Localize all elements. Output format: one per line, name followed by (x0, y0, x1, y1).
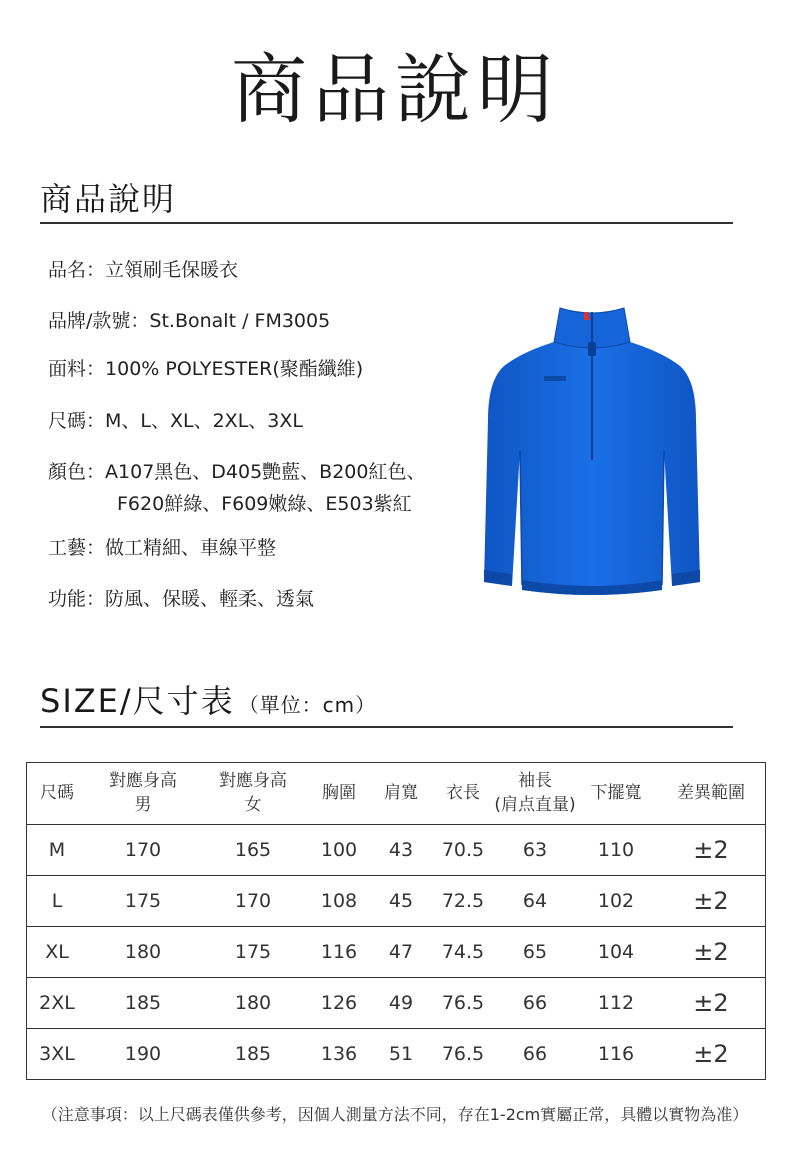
size-value-cell: 74.5 (432, 927, 494, 978)
spec-label: 品名： (48, 259, 106, 281)
size-value-cell: 76.5 (441, 1043, 485, 1065)
size-value-cell: 110 (576, 825, 656, 876)
header-line1: 衣長 (446, 783, 480, 803)
size-value-cell: 70.5 (432, 825, 494, 876)
spec-row (48, 583, 314, 615)
size-header-cell (656, 762, 766, 825)
size-value-cell: 66 (494, 978, 576, 1029)
size-table-header (26, 762, 766, 825)
size-header-cell (308, 762, 370, 825)
size-value-cell: 126 (308, 978, 370, 1029)
header-line1: 對應身高 (109, 771, 177, 791)
header-line1: 袖長 (518, 771, 552, 791)
size-value-cell: ±2 (656, 825, 766, 876)
spec-row (48, 254, 238, 286)
size-value-cell: 116 (308, 927, 370, 978)
size-header-cell (370, 762, 432, 825)
size-value-cell: 51 (388, 1043, 414, 1065)
size-value-cell: 170 (88, 825, 198, 876)
size-header-cell (88, 762, 198, 825)
header-line1: 肩寬 (384, 783, 418, 803)
spec-value: 做工精細、車線平整 (105, 537, 277, 559)
size-section-title-text: SIZE/尺寸表 (40, 682, 235, 720)
product-section-title: 商品說明 (40, 180, 177, 218)
spec-label: 尺碼： (48, 410, 106, 432)
spec-row (48, 353, 363, 385)
spec-label: 工藝： (48, 537, 106, 559)
size-value-cell: 180 (198, 978, 308, 1029)
size-value-cell: 175 (198, 927, 308, 978)
size-value-cell: 72.5 (432, 876, 494, 927)
size-header-cell (26, 762, 88, 825)
size-value-cell: ±2 (656, 876, 766, 927)
spec-value: 防風、保暖、輕柔、透氣 (105, 588, 315, 610)
size-header-cell (198, 762, 308, 825)
header-line1: 下擺寬 (590, 783, 642, 803)
spec-label: 功能： (48, 588, 106, 610)
spec-value-continued: F620鮮綠、F609嫩綠、E503紫紅 (117, 493, 412, 515)
spec-value: M、L、XL、2XL、3XL (105, 410, 303, 432)
size-label-cell: 3XL (39, 1043, 75, 1065)
table-row (26, 825, 766, 876)
size-table (26, 762, 766, 1079)
spec-row (48, 405, 303, 437)
size-value-cell: 76.5 (432, 978, 494, 1029)
table-row (26, 1029, 766, 1080)
blue-fleece-half-zip-jacket-image (482, 300, 702, 600)
table-row (26, 876, 766, 927)
spec-label: 面料： (48, 358, 106, 380)
page-title: 商品說明 (231, 45, 559, 134)
size-value-cell: 180 (88, 927, 198, 978)
spec-value: 立領刷毛保暖衣 (105, 259, 239, 281)
size-value-cell: ±2 (693, 1040, 729, 1068)
spec-row (48, 305, 330, 337)
size-header-cell (432, 762, 494, 825)
size-value-cell: 100 (308, 825, 370, 876)
spec-value: A107黑色、D405艷藍、B200紅色、 (105, 461, 426, 483)
header-line2: 女 (244, 795, 262, 815)
size-value-cell: 185 (234, 1043, 272, 1065)
spec-value: St.Bonalt / FM3005 (149, 310, 331, 332)
size-value-cell: 66 (522, 1043, 548, 1065)
table-row (26, 927, 766, 978)
spec-label: 品牌/款號： (48, 310, 150, 332)
size-value-cell: 165 (198, 825, 308, 876)
size-value-cell: 190 (124, 1043, 162, 1065)
size-value-cell: 108 (308, 876, 370, 927)
product-section-rule (40, 222, 733, 224)
table-row (26, 978, 766, 1029)
size-value-cell: 170 (198, 876, 308, 927)
header-line2: (肩点直量) (494, 795, 576, 815)
size-value-cell: 43 (370, 825, 432, 876)
size-value-cell: 64 (494, 876, 576, 927)
size-value-cell: 136 (320, 1043, 358, 1065)
size-label-cell: L (26, 876, 88, 927)
size-value-cell: 175 (88, 876, 198, 927)
size-value-cell: 112 (576, 978, 656, 1029)
spec-row (48, 456, 425, 520)
header-line2: 男 (134, 795, 152, 815)
size-value-cell: 116 (597, 1043, 635, 1065)
size-value-cell: 102 (576, 876, 656, 927)
size-value-cell: 185 (88, 978, 198, 1029)
size-value-cell: ±2 (656, 978, 766, 1029)
spec-label: 顏色： (48, 461, 106, 483)
size-note: （注意事項：以上尺碼表僅供參考，因個人測量方法不同，存在1-2cm實屬正常，具體以實物為准） (41, 1105, 749, 1124)
size-value-cell: ±2 (656, 927, 766, 978)
size-header-cell (494, 762, 576, 825)
size-value-cell: 45 (370, 876, 432, 927)
header-line1: 尺碼 (40, 783, 74, 803)
size-value-cell: 49 (370, 978, 432, 1029)
header-line1: 差異範圍 (677, 783, 745, 803)
size-unit-label: （單位：cm） (238, 693, 377, 717)
size-label-cell: M (26, 825, 88, 876)
header-line1: 對應身高 (219, 771, 287, 791)
size-section-title (40, 676, 376, 722)
size-value-cell: 65 (494, 927, 576, 978)
header-line1: 胸圍 (322, 783, 356, 803)
size-value-cell: 63 (494, 825, 576, 876)
spec-value: 100% POLYESTER(聚酯纖維) (105, 358, 364, 380)
size-value-cell: 47 (370, 927, 432, 978)
spec-row (48, 532, 276, 564)
size-value-cell: 104 (576, 927, 656, 978)
size-label-cell: XL (26, 927, 88, 978)
size-section-rule (40, 726, 733, 728)
size-header-cell (576, 762, 656, 825)
size-label-cell: 2XL (26, 978, 88, 1029)
